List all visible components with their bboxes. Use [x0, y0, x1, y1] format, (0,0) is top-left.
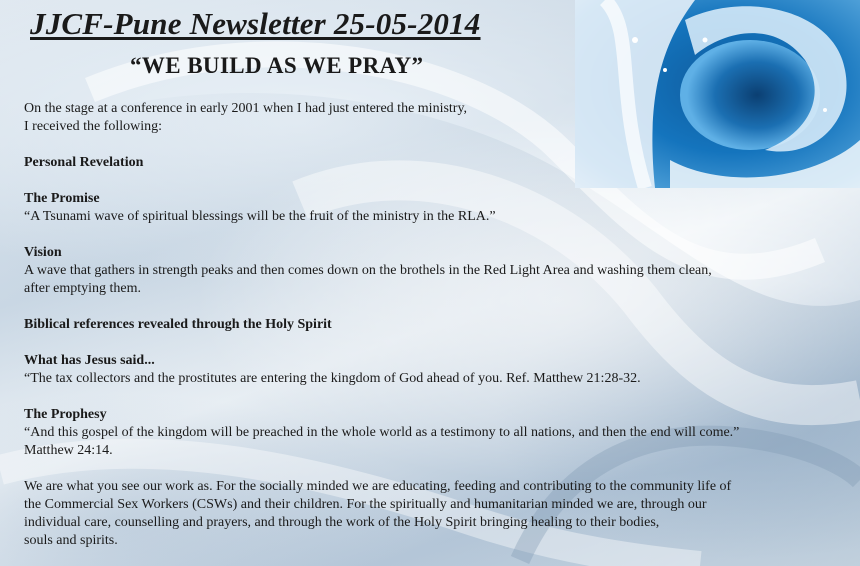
- jesus-said-heading: What has Jesus said...: [24, 353, 155, 368]
- promise-text: “A Tsunami wave of spiritual blessings will be the fruit of the ministry in the RLA.”: [24, 209, 496, 224]
- newsletter-body: [24, 100, 854, 550]
- prophesy-line-2: Matthew 24:14.: [24, 443, 113, 458]
- vision-line-1: A wave that gathers in strength peaks and then comes down on the brothels in the Red Light Area and washing them clean,: [24, 263, 712, 278]
- intro-line-1: On the stage at a conference in early 2001 when I had just entered the ministry,: [24, 101, 468, 116]
- vision-heading: Vision: [24, 245, 62, 260]
- prophesy-heading: The Prophesy: [24, 407, 107, 422]
- closing-line-1: We are what you see our work as. For the socially minded we are educating, feeding and contributing to the community life of: [24, 479, 732, 494]
- prophesy-line-1: “And this gospel of the kingdom will be preached in the whole world as a testimony to all nations, and then the end will come.”: [24, 425, 740, 440]
- intro-line-2: I received the following:: [24, 119, 163, 134]
- newsletter-title: JJCF-Pune Newsletter 25-05-2014: [30, 6, 481, 41]
- newsletter-subtitle: “WE BUILD AS WE PRAY”: [130, 53, 424, 78]
- vision-line-2: after emptying them.: [24, 281, 142, 296]
- personal-revelation-heading: Personal Revelation: [24, 155, 144, 170]
- closing-line-4: souls and spirits.: [24, 533, 118, 548]
- promise-heading: The Promise: [24, 191, 100, 206]
- biblical-references-heading: Biblical references revealed through the Holy Spirit: [24, 317, 332, 332]
- jesus-said-text: “The tax collectors and the prostitutes are entering the kingdom of God ahead of you. Ref. Matthew 21:28-32.: [24, 371, 641, 386]
- closing-line-2: the Commercial Sex Workers (CSWs) and their children. For the spiritually and humanitarian minded we are, through our: [24, 497, 707, 512]
- closing-line-3: individual care, counselling and prayers, and through the work of the Holy Spirit bringing healing to their bodies,: [24, 515, 660, 530]
